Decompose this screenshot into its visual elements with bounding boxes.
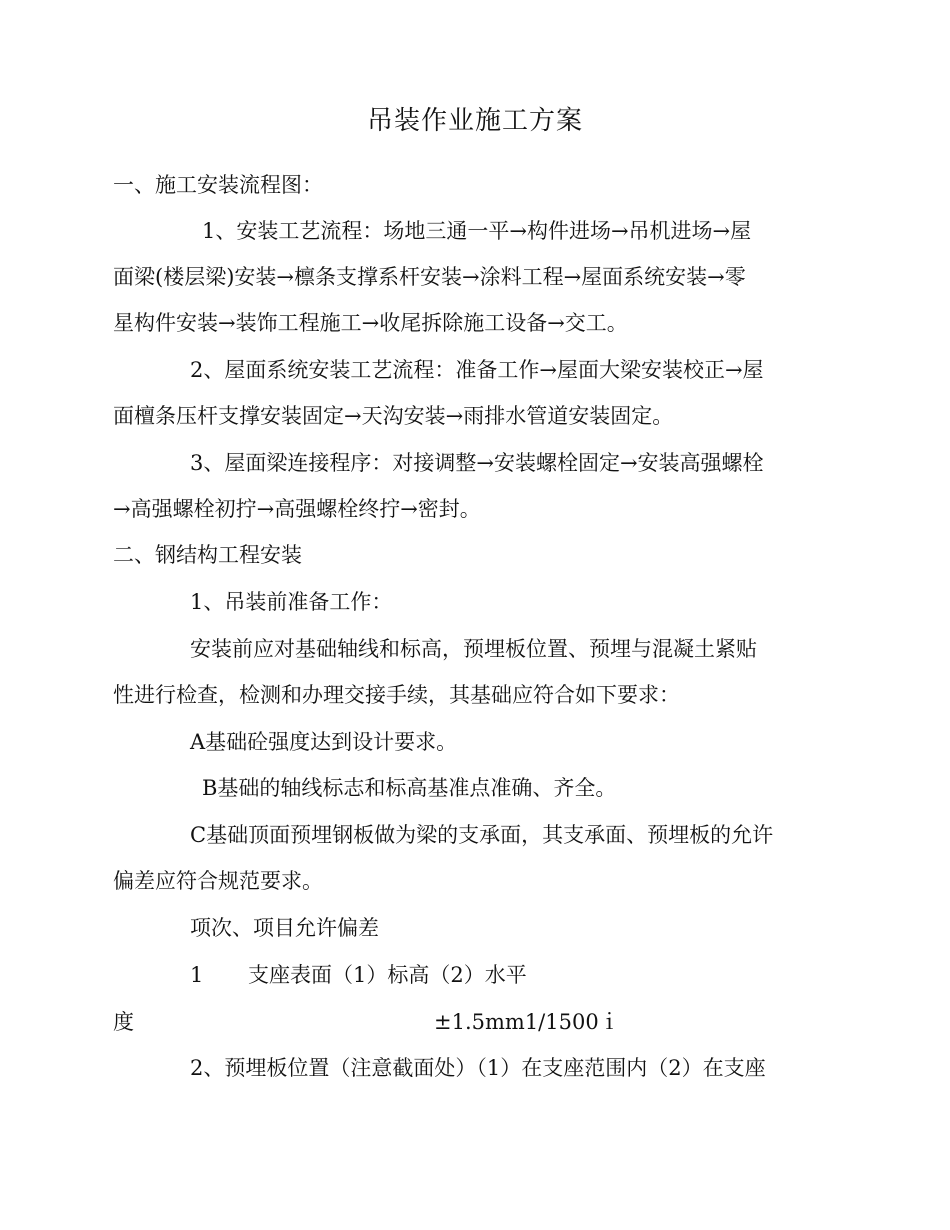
table-row-value: ±1.5mm1/1500ｉ — [434, 1010, 620, 1034]
section-heading-2: 二、钢结构工程安装 — [113, 543, 302, 567]
paragraph-line: 面檀条压杆支撑安装固定→天沟安装→雨排水管道安装固定。 — [113, 404, 674, 428]
table-row-index: 1 — [190, 963, 204, 987]
list-item: A基础砼强度达到设计要求。 — [190, 730, 458, 754]
paragraph-line: 2、屋面系统安装工艺流程：准备工作→屋面大梁安装校正→屋 — [190, 358, 764, 382]
table-row-item: 支座表面（1）标高（2）水平 — [248, 963, 527, 987]
paragraph-line: 偏差应符合规范要求。 — [113, 869, 323, 893]
paragraph-line: 面梁(楼层梁)安装→檩条支撑系杆安装→涂料工程→屋面系统安装→零 — [113, 265, 746, 289]
table-row-continuation: 度 — [113, 1010, 134, 1034]
table-header: 项次、项目允许偏差 — [190, 916, 379, 940]
paragraph-line: →高强螺栓初拧→高强螺栓终拧→密封。 — [113, 497, 481, 521]
subheading: 1、吊装前准备工作： — [190, 590, 393, 614]
list-item: C基础顶面预埋钢板做为梁的支承面，其支承面、预埋板的允许 — [190, 823, 774, 847]
paragraph-line: 1、安装工艺流程：场地三通一平→构件进场→吊机进场→屋 — [202, 219, 752, 243]
paragraph-line: 安装前应对基础轴线和标高，预埋板位置、预埋与混凝土紧贴 — [190, 637, 757, 661]
paragraph-line: 3、屋面梁连接程序：对接调整→安装螺栓固定→安装高强螺栓 — [190, 451, 764, 475]
section-heading-1: 一、施工安装流程图： — [113, 173, 323, 197]
document-title: 吊装作业施工方案 — [366, 106, 583, 136]
paragraph-line: 2、预埋板位置（注意截面处）（1）在支座范围内（2）在支座 — [190, 1056, 766, 1080]
paragraph-line: 星构件安装→装饰工程施工→收尾拆除施工设备→交工。 — [113, 311, 628, 335]
list-item: B基础的轴线标志和标高基准点准确、齐全。 — [202, 776, 617, 800]
paragraph-line: 性进行检查，检测和办理交接手续，其基础应符合如下要求： — [113, 683, 680, 707]
